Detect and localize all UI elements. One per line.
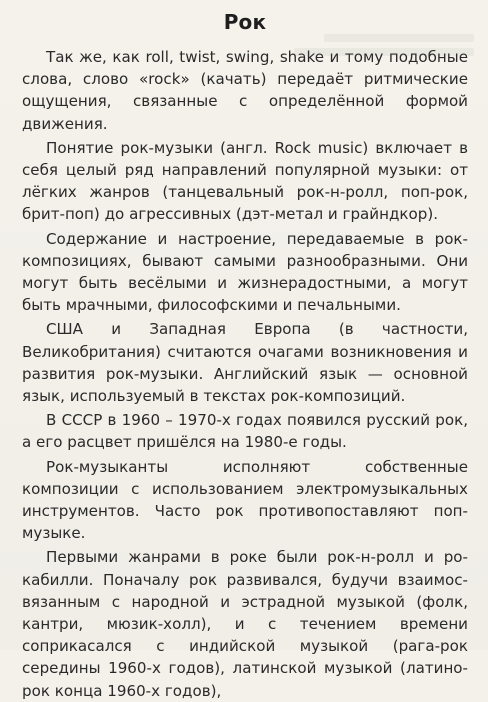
bleed-through-line bbox=[324, 34, 474, 42]
paragraph: Содержание и настроение, передаваемые в рок-композициях, бывают самыми разнообразными. Они могут быть весёлыми и жизнерадостными, а могут быть мрачными, философскими и печальными. bbox=[22, 229, 468, 315]
paragraph: Так же, как roll, twist, swing, shake и тому подобные слова, слово «rock» (качать) передаёт ритмические ощущения, связанные с определённой формой движения. bbox=[22, 48, 468, 133]
bleed-through-line bbox=[294, 48, 474, 56]
paragraph: США и Западная Европа (в частности, Великобритания) считаются очагами возникновения и развития рок-музыки. Английский язык — основной язык, используемый в текстах рок-композиций. bbox=[22, 320, 468, 406]
paragraph: Первыми жанрами в роке были рок-н-ролл и рокабилли. Поначалу рок развивался, будучи взаимосвязанным с народной и эстрадной музыкой (фолк, кантри, мюзик-холл), и с течением времени соприкасался с индийской музыкой (рага-рок середины 1960-х годов), латинской музыкой (латино-рок конца 1960-х годов), bbox=[22, 548, 468, 700]
paragraph: Понятие рок-музыки (англ. Rock music) включает в себя целый ряд направлений популярной музыки: от лёгких жанров (танцевальный рок-н-ролл, поп-рок, брит-поп) до агрессивных (дэт-метал и грайндкор). bbox=[22, 138, 468, 224]
paragraph: Рок-музыканты исполняют собственные композиции с использованием электромузыкальных инструментов. Часто рок противопоставляют поп-музыке. bbox=[22, 457, 468, 543]
article-body bbox=[22, 46, 468, 702]
paragraph: В СССР в 1960 – 1970-х годах появился русский рок, а его расцвет пришёлся на 1980-е годы. bbox=[22, 411, 468, 452]
page-title: Рок bbox=[223, 10, 267, 34]
